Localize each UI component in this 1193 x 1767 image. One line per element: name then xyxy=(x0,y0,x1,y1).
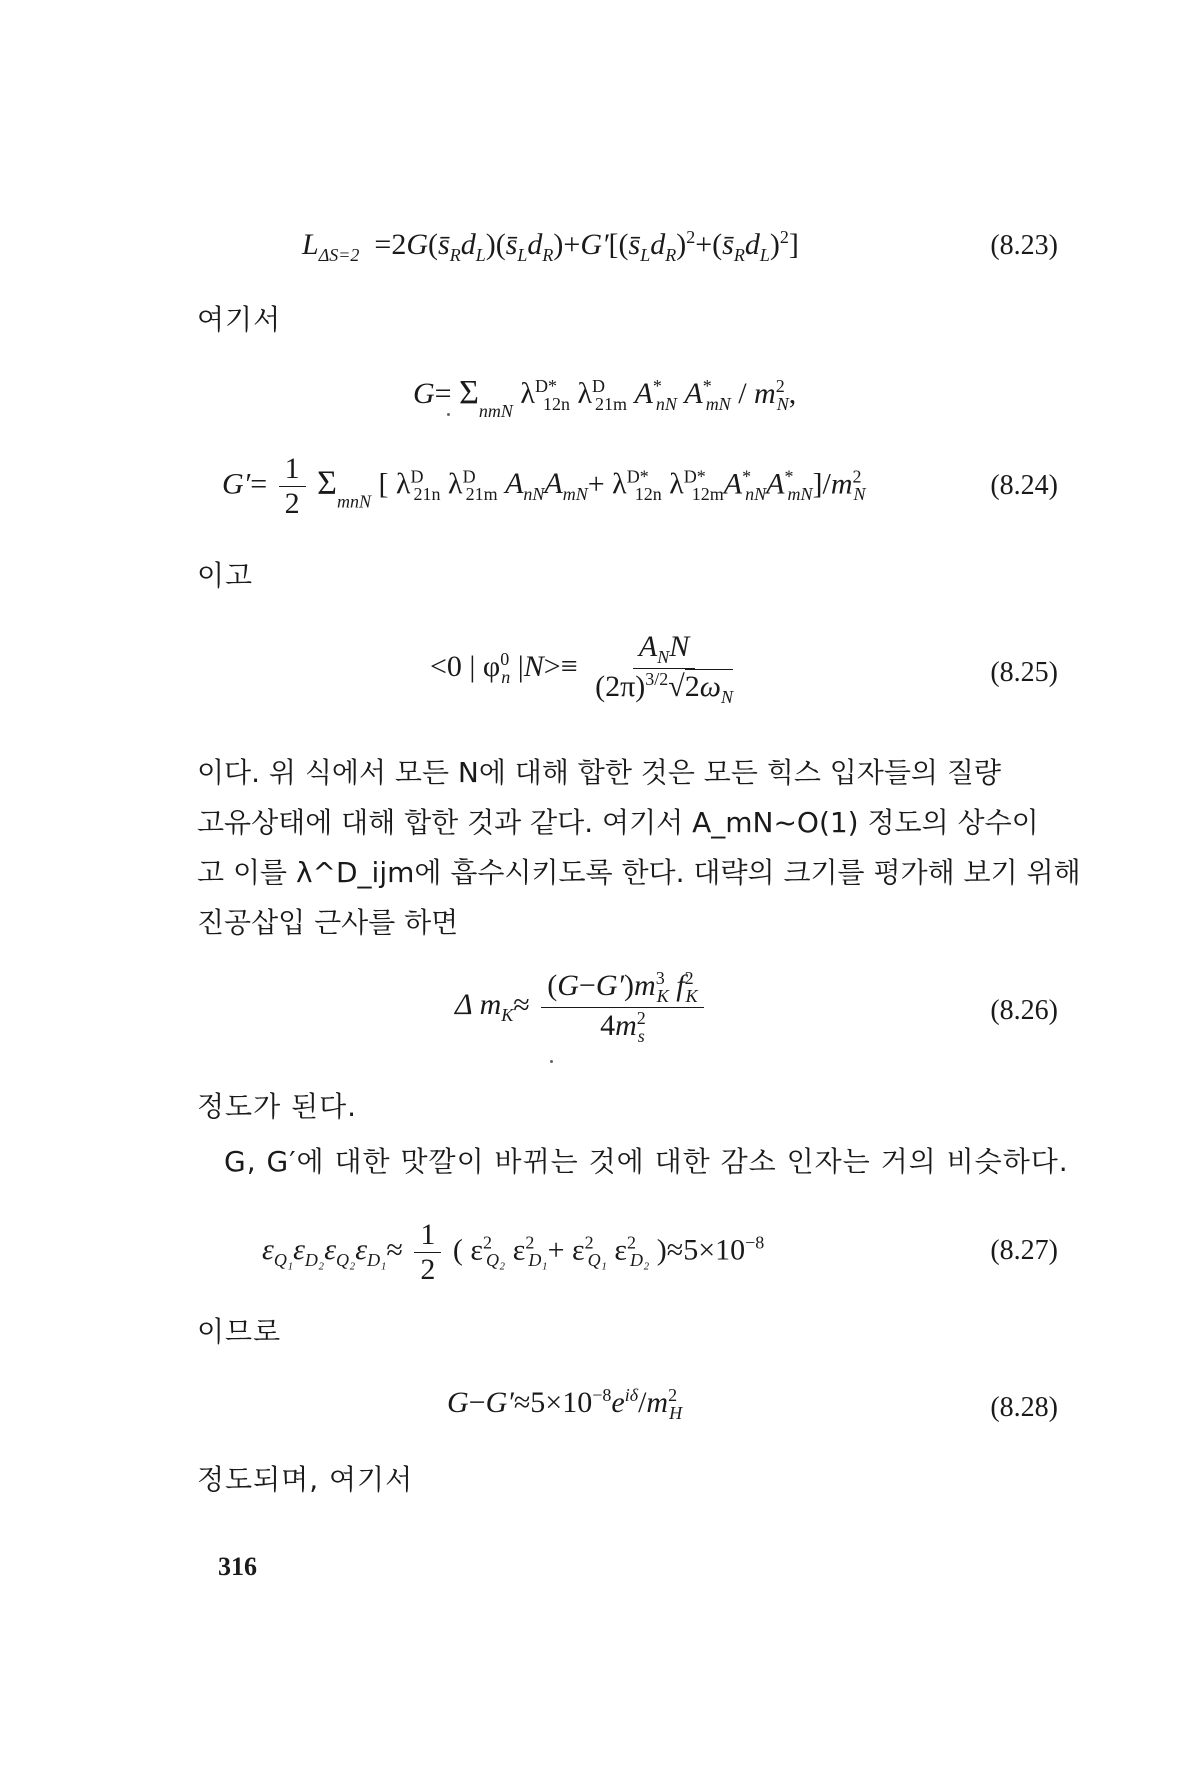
text-line: 정도되며, 여기서 xyxy=(197,1463,414,1496)
text-line: 이므로 xyxy=(197,1315,282,1348)
equation-number: (8.28) xyxy=(990,1392,1058,1423)
text-line: 고 이를 λ^D_ijm에 흡수시키도록 한다. 대략의 크기를 평가해 보기 위해 xyxy=(197,856,1081,889)
equation-number: (8.24) xyxy=(990,470,1058,501)
page-number: 316 xyxy=(218,1552,257,1581)
equation-8-28: $G-G'\approx 5\times 10^{-8}e^{i\delta}/m^2_H$ xyxy=(447,1385,683,1423)
paragraph xyxy=(197,748,1081,948)
equation-8-27: $\varepsilon_{Q_1}\varepsilon_{D_2}\varepsilon_{Q_2}\varepsilon_{D_1}\approx$ $\frac{1}{2}$ ( $\varepsilon^2_{Q_2}$ $\varepsilon^2_{D_1}+ \varepsilon^2_{Q_1}$ $\varepsilon^2_{D_2}$ )$\approx 5\times 10^{-8}$ xyxy=(262,1218,765,1286)
speck xyxy=(550,1060,553,1063)
text-line: 여기서 xyxy=(197,303,282,336)
equation-8-23: $L_{\Delta S=2}$ $=2G(s̄_Rd_L)(s̄_Ld_R)+G'[(s̄_Ld_R)^2+(s̄_Rd_L)^2]$ xyxy=(302,227,799,265)
text-line: G, G′에 대한 맛깔이 바뀌는 것에 대한 감소 인자는 거의 비슷하다. xyxy=(224,1145,1069,1178)
text-line: 정도가 된다. xyxy=(197,1090,358,1123)
equation-8-25: <0 | $\varphi^0_n$ |N>≡ $\frac{A_NN}{(2\pi)^{3/2}√2\omega_N}$ xyxy=(430,630,733,707)
text-line: 진공삽입 근사를 하면 xyxy=(197,906,459,939)
equation-8-24-gprime: G′= $\frac{1}{2}$ $\Sigma_{mnN}$ [ $\lambda^D_{21n}$ $\lambda^D_{21m}$ $A_{nN}A_{mN}+ \lambda^{D*}_{12n}$ $\lambda^{D*}_{12m}A^*_{nN}A^*_{mN}]/m^2_N$ xyxy=(222,452,866,520)
text-line: 이다. 위 식에서 모든 N에 대해 합한 것은 모든 힉스 입자들의 질량 xyxy=(197,756,1001,789)
equation-number: (8.25) xyxy=(990,657,1058,688)
equation-number: (8.23) xyxy=(990,230,1058,261)
equation-8-24-g: $G= \Sigma_{nmN}$ $\lambda^{D*}_{12n}$ $\lambda^D_{21m}$ $A^*_{nN}$ $A^*_{mN} / m^2_N$, xyxy=(413,374,797,421)
equation-8-26: Δ $m_K\approx$ $\frac{(G-G')m^3_K f^2_K}{4m^2_s}$ xyxy=(455,968,708,1047)
text-line: 이고 xyxy=(197,559,254,592)
equation-number: (8.27) xyxy=(990,1235,1058,1266)
text-line: 고유상태에 대해 합한 것과 같다. 여기서 A_mN~O(1) 정도의 상수이 xyxy=(197,806,1039,839)
equation-number: (8.26) xyxy=(990,995,1058,1026)
